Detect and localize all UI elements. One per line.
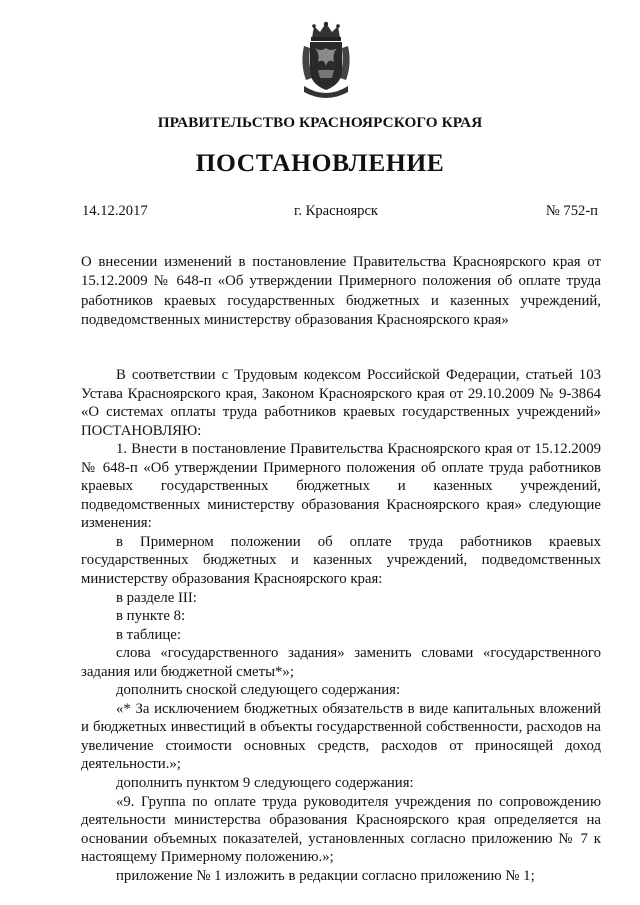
body-paragraph: дополнить пунктом 9 следующего содержания: <box>116 775 414 792</box>
body-paragraph: в разделе III: <box>116 589 197 606</box>
body-paragraph: в таблице: <box>116 626 181 643</box>
body-paragraph: дополнить сноской следующего содержания: <box>116 682 401 699</box>
body-paragraph: «9. Группа по оплате труда руководителя учреждения по сопровождению деятельности министерства образования Красноярского края определяется на основании объемных показателей, установленных согласно приложению № 7 к настоящему Примерному положению.»; <box>81 793 601 866</box>
body-paragraph: в пункте 8: <box>116 608 186 625</box>
body-paragraph: 1. Внести в постановление Правительства Красноярского края от 15.12.2009 № 648-п «Об утверждении Примерного положения об оплате труда работников краевых государственных бюджетных и казенных учреждений, подведомственных министерству образования Красноярского края» следующие изменения: <box>81 441 601 532</box>
coat-of-arms-emblem <box>298 20 354 102</box>
body-paragraph: «* За исключением бюджетных обязательств в виде капитальных вложений и бюджетных инвестиций в объекты государственной собственности, расходов на увеличение стоимости основных средств, расходов от приносящей доход деятельности.»; <box>81 700 601 773</box>
document-type-title: ПОСТАНОВЛЕНИЕ <box>195 148 445 177</box>
document-date: 14.12.2017 <box>82 203 148 219</box>
body-paragraph: слова «государственного задания» заменить словами «государственного задания или бюджетной сметы*»; <box>81 645 601 680</box>
document-number: № 752-п <box>545 203 598 219</box>
document-body <box>81 366 601 885</box>
body-paragraph: приложение № 1 изложить в редакции согласно приложению № 1; <box>116 867 535 884</box>
document-subject: О внесении изменений в постановление Правительства Красноярского края от 15.12.2009 № 648-п «Об утверждении Примерного положения об оплате труда работников краевых государственных бюджетных и казенных учреждений, подведомственных министерству образования Красноярского края» <box>81 254 601 328</box>
body-paragraph: в Примерном положении об оплате труда работников краевых государственных бюджетных и казенных учреждений, подведомственных министерству образования Красноярского края: <box>81 533 601 588</box>
document-city: г. Красноярск <box>294 203 379 219</box>
government-name: ПРАВИТЕЛЬСТВО КРАСНОЯРСКОГО КРАЯ <box>157 114 483 131</box>
body-paragraph: В соответствии с Трудовым кодексом Российской Федерации, статьей 103 Устава Красноярского края, Законом Красноярского края от 29.10.2009 № 9-3864 «О системах оплаты труда работников краевых государственных учреждений» ПОСТАНОВЛЯЮ: <box>81 367 601 439</box>
